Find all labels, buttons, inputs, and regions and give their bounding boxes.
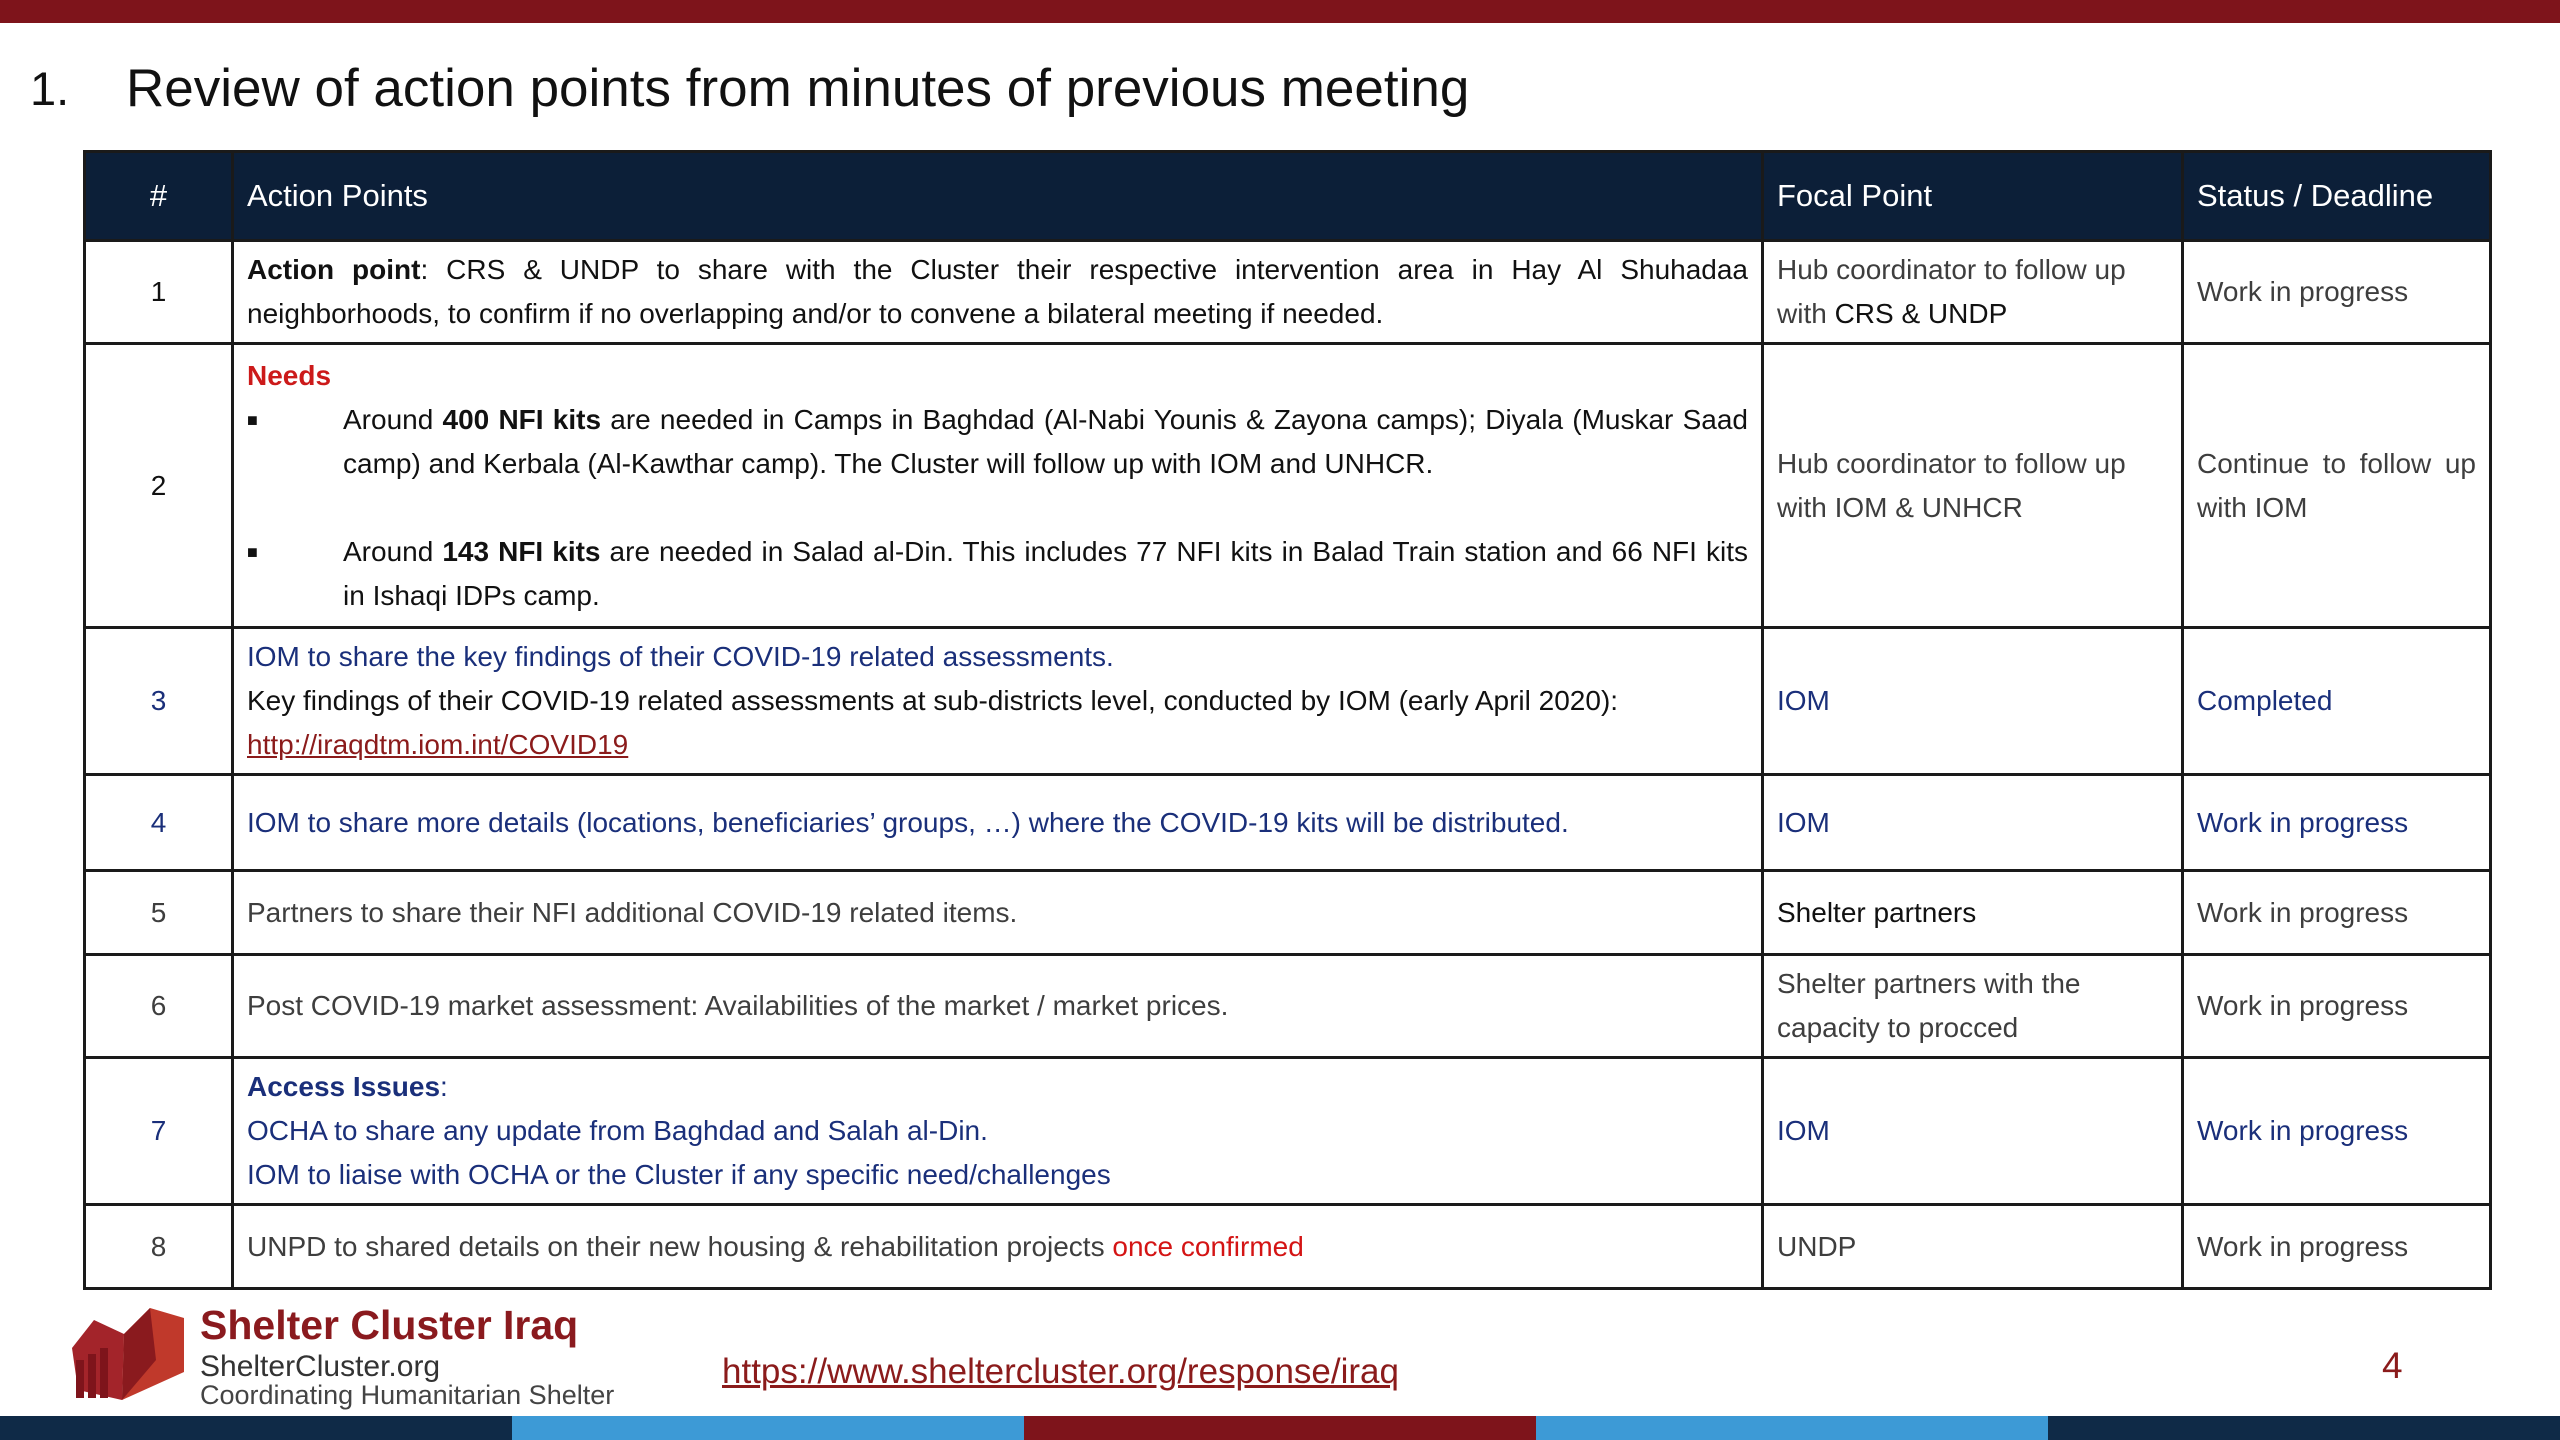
header-number: # <box>85 152 233 241</box>
row-number: 6 <box>85 955 233 1058</box>
needs-label: Needs <box>247 359 332 391</box>
table-row <box>85 628 2491 775</box>
action-text: IOM to share the key findings of their COVID-19 related assessments. <box>247 641 1114 672</box>
table-row <box>85 775 2491 871</box>
footer-url-link[interactable]: https://www.sheltercluster.org/response/iraq <box>722 1352 1399 1391</box>
row-number: 7 <box>85 1058 233 1205</box>
org-site: ShelterCluster.org <box>200 1350 441 1383</box>
table-row <box>85 1205 2491 1289</box>
table-row <box>85 871 2491 955</box>
row-number: 3 <box>85 628 233 775</box>
focal-cell: UNDP <box>1763 1205 2183 1289</box>
action-cell: Post COVID-19 market assessment: Availabilities of the market / market prices. <box>233 955 1763 1058</box>
page-title: Review of action points from minutes of previous meeting <box>126 58 1470 118</box>
page-number: 4 <box>2382 1345 2403 1386</box>
org-tagline: Coordinating Humanitarian Shelter <box>200 1380 615 1410</box>
bottom-bar-segment <box>1536 1416 2048 1440</box>
focal-emphasis: CRS & UNDP <box>1834 298 2008 329</box>
status-cell: Work in progress <box>2183 1058 2491 1205</box>
row-number: 4 <box>85 775 233 871</box>
table-row <box>85 344 2491 628</box>
bottom-bar-segment <box>0 1416 512 1440</box>
focal-cell: Shelter partners with the capacity to procced <box>1763 955 2183 1058</box>
focal-cell <box>1763 241 2183 344</box>
action-cell <box>233 344 1763 628</box>
status-cell: Work in progress <box>2183 1205 2491 1289</box>
status-cell: Work in progress <box>2183 775 2491 871</box>
bullet-text: Around 143 NFI kits are needed in Salad al-Din. This includes 77 NFI kits in Balad Train station and 66 NFI kits in Ishaqi IDPs camp. <box>343 535 1748 611</box>
action-detail: Key findings of their COVID-19 related assessments at sub-districts level, conducted by IOM (early April 2020): <box>247 685 1619 716</box>
row-number: 2 <box>85 344 233 628</box>
action-cell: UNPD to shared details on their new housing & rehabilitation projects once confirmed <box>233 1205 1763 1289</box>
focal-text: Hub coordinator to follow up with <box>1777 254 2126 329</box>
header-focal-point: Focal Point <box>1763 152 2183 241</box>
action-cell: Access Issues: OCHA to share any update from Baghdad and Salah al-Din. IOM to liaise with OCHA or the Cluster if any specific need/challenges <box>233 1058 1763 1205</box>
bottom-bar-segment <box>512 1416 1024 1440</box>
status-cell: Completed <box>2183 628 2491 775</box>
bottom-bar-segment <box>2048 1416 2560 1440</box>
bullet-icon: ■ <box>247 409 258 430</box>
table-header-row <box>85 152 2491 241</box>
focal-cell: Hub coordinator to follow up with IOM & UNHCR <box>1763 344 2183 628</box>
action-cell <box>233 628 1763 775</box>
bullet-text: Around 400 NFI kits are needed in Camps in Baghdad (Al-Nabi Younis & Zayona camps); Diyala (Muskar Saad camp) and Kerbala (Al-Kawthar camp). The Cluster will follow up with IOM and UNHCR. <box>343 403 1748 479</box>
header-action-points: Action Points <box>233 152 1763 241</box>
row-number: 1 <box>85 241 233 344</box>
once-confirmed-text: once confirmed <box>1112 1230 1304 1262</box>
focal-cell: IOM <box>1763 628 2183 775</box>
shelter-cluster-logo-icon <box>66 1300 196 1410</box>
org-name: Shelter Cluster Iraq <box>200 1302 579 1348</box>
focal-cell: IOM <box>1763 775 2183 871</box>
header-status-deadline: Status / Deadline <box>2183 152 2491 241</box>
focal-cell: IOM <box>1763 1058 2183 1205</box>
table-row <box>85 241 2491 344</box>
covid19-link[interactable]: http://iraqdtm.iom.int/COVID19 <box>247 729 629 760</box>
status-cell: Continue to follow up with IOM <box>2183 344 2491 628</box>
action-cell: IOM to share more details (locations, beneficiaries’ groups, …) where the COVID-19 kits will be distributed. <box>233 775 1763 871</box>
action-cell: Partners to share their NFI additional COVID-19 related items. <box>233 871 1763 955</box>
action-text: IOM to liaise with OCHA or the Cluster if any specific need/challenges <box>247 1159 1111 1190</box>
list-item <box>247 398 1748 486</box>
focal-cell: Shelter partners <box>1763 871 2183 955</box>
table-row <box>85 1058 2491 1205</box>
bullet-icon: ■ <box>247 541 258 562</box>
status-cell: Work in progress <box>2183 955 2491 1058</box>
status-cell: Work in progress <box>2183 241 2491 344</box>
action-text: : CRS & UNDP to share with the Cluster their respective intervention area in Hay Al Shuhadaa neighborhoods, to confirm if no overlapping and/or to convene a bilateral meeting if needed. <box>247 254 1749 329</box>
action-cell <box>233 241 1763 344</box>
top-accent-bar <box>0 0 2560 23</box>
bottom-color-bar <box>0 1416 2560 1440</box>
bottom-bar-segment <box>1024 1416 1536 1440</box>
table-row <box>85 955 2491 1058</box>
action-point-label: Action point <box>247 254 421 285</box>
action-points-table <box>83 150 2492 1290</box>
action-text: OCHA to share any update from Baghdad and Salah al-Din. <box>247 1115 988 1146</box>
slide-title <box>30 48 1469 128</box>
section-number: 1. <box>30 61 70 115</box>
status-cell: Work in progress <box>2183 871 2491 955</box>
row-number: 5 <box>85 871 233 955</box>
list-item <box>247 530 1748 618</box>
row-number: 8 <box>85 1205 233 1289</box>
access-issues-label: Access Issues <box>247 1071 441 1102</box>
